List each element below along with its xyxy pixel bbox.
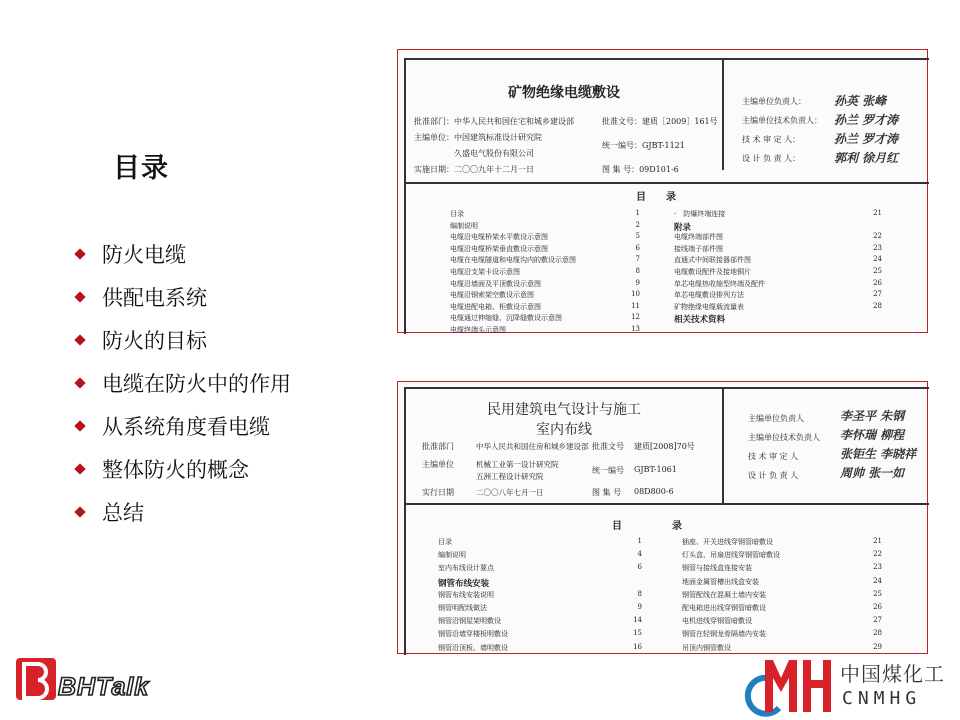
- doc2-role-label: 主编单位负责人: [748, 414, 804, 423]
- cnmhg-english-name: CNMHG: [842, 688, 922, 709]
- doc2-toc-title: 钢管布线安装: [438, 578, 490, 589]
- doc1-toc-page: 24: [873, 255, 882, 264]
- doc1-toc-page: 7: [635, 255, 640, 264]
- doc1-toc-row: [674, 313, 882, 325]
- doc2-toc-page: 9: [637, 603, 642, 611]
- doc1-toc-heading: 目 录: [636, 192, 676, 203]
- doc1-toc-row: [674, 267, 882, 277]
- doc1-toc-title: 电缆沿支架卡设示意图: [450, 268, 520, 276]
- doc2-meta-label: 主编单位: [422, 460, 454, 469]
- doc1-toc-page: 27: [873, 290, 882, 299]
- doc1-toc-page: 11: [631, 301, 640, 310]
- diamond-bullet-icon: [74, 248, 85, 259]
- toc-item[interactable]: [72, 404, 291, 447]
- doc1-toc-page: 13: [631, 325, 640, 333]
- doc1-toc-title: 附录: [674, 222, 692, 233]
- doc2-toc-title: 灯头盒、吊扇进线穿钢管暗敷设: [682, 551, 780, 560]
- doc2-meta-label: 实行日期: [422, 488, 454, 497]
- cnmhg-logo: [755, 656, 839, 716]
- doc2-meta-right-label: 统一编号: [592, 466, 624, 475]
- doc2-meta-right-label: 图 集 号: [592, 488, 622, 497]
- doc1-toc-row: [450, 232, 640, 242]
- doc2-meta-right-value: 建质[2008]70号: [634, 442, 695, 451]
- doc2-toc-row: [682, 643, 882, 653]
- doc2-toc-page: 14: [633, 616, 642, 625]
- doc2-toc-row: [682, 629, 882, 639]
- doc1-toc-row: [450, 209, 640, 219]
- doc2-toc-page: 28: [873, 629, 882, 638]
- doc2-toc-page: 1: [637, 537, 642, 545]
- doc2-role-label: 技 术 审 定 人: [748, 452, 799, 461]
- doc2-toc-row: [438, 603, 642, 613]
- doc2-toc-page: 6: [637, 563, 642, 572]
- diamond-bullet-icon: [74, 291, 85, 302]
- doc2-meta-value: 机械工业第一设计研究院: [476, 460, 559, 469]
- doc2-toc-title: 目录: [438, 538, 452, 546]
- doc1-toc-row: [450, 221, 640, 231]
- doc1-toc-title: 电缆沿电缆桥架水平敷设示意图: [450, 233, 548, 242]
- doc2-toc-page: 24: [873, 576, 882, 585]
- doc1-toc-title: 单芯电缆敷设排列方法: [674, 291, 744, 300]
- doc1-toc-row: [674, 209, 882, 219]
- doc1-meta-left: 久盛电气股份有限公司: [414, 149, 534, 158]
- toc-item-label: 防火电缆: [102, 242, 186, 267]
- doc1-toc-page: 23: [873, 243, 882, 252]
- doc2-toc-page: 16: [633, 642, 642, 651]
- toc-list: [72, 232, 291, 533]
- toc-item[interactable]: [72, 318, 291, 361]
- doc1-meta-right: 图 集 号：09D101-6: [602, 165, 679, 174]
- doc2-responsibility-block: [722, 389, 929, 503]
- doc1-toc-page: 9: [635, 278, 640, 287]
- doc1-signature: 孙兰 罗才涛: [834, 113, 899, 127]
- doc2-meta-right-label: 批准文号: [592, 442, 624, 451]
- doc2-toc-title: 钢管沿钢屋架明敷设: [438, 617, 501, 626]
- doc2-signature: 周帅 张一如: [840, 466, 905, 480]
- doc2-toc-title: 钢管配线在混凝土墙内安装: [682, 590, 766, 599]
- doc1-role-label: 主编单位技术负责人：: [742, 116, 822, 125]
- doc1-toc-row: [450, 313, 640, 323]
- doc2-title-1: 民用建筑电气设计与施工: [487, 402, 641, 418]
- doc2-toc-page: 25: [873, 589, 882, 598]
- doc2-toc-row: [438, 629, 642, 639]
- doc2-meta-label: 批准部门: [422, 442, 454, 451]
- doc1-toc-row: [450, 279, 640, 289]
- toc-item[interactable]: [72, 447, 291, 490]
- doc2-toc-title: 钢管在轻钢龙骨隔墙内安装: [682, 630, 766, 639]
- doc1-toc-title: 电缆敷设配件及接地铜片: [674, 268, 751, 276]
- doc2-meta-value: 五洲工程设计研究院: [476, 472, 544, 481]
- diamond-bullet-icon: [74, 377, 85, 388]
- doc2-toc-row: [438, 537, 642, 547]
- doc2-toc-title: 吊顶内钢管敷设: [682, 643, 731, 652]
- doc1-toc-title: 电缆终端部件图: [674, 233, 723, 242]
- toc-item-label: 供配电系统: [102, 285, 207, 310]
- doc1-toc-row: [450, 325, 640, 335]
- doc2-toc-title: 编制说明: [438, 551, 466, 560]
- doc2-role-label: 主编单位技术负责人: [748, 433, 820, 442]
- toc-item-label: 从系统角度看电缆: [102, 414, 270, 439]
- bhtalk-logo-text: BHTalk: [58, 673, 150, 701]
- toc-item[interactable]: [72, 232, 291, 275]
- document-scan-indoor-wiring: [397, 381, 928, 654]
- doc2-toc-title: 插座、开关进线穿钢管暗敷设: [682, 538, 773, 546]
- toc-item-label: 防火的目标: [102, 328, 207, 353]
- document-scan-mineral-cable: [397, 49, 928, 333]
- doc1-signature: 孙英 张峰: [834, 94, 887, 108]
- doc1-toc-row: [450, 255, 640, 265]
- diamond-bullet-icon: [74, 420, 85, 431]
- doc1-role-label: 主编单位负责人：: [742, 97, 806, 106]
- doc1-toc-title: 电缆进配电箱、柜敷设示意图: [450, 302, 541, 311]
- doc1-toc-row: [674, 244, 882, 254]
- doc2-toc-title: 地面金属管槽出线盒安装: [682, 577, 759, 586]
- doc2-toc-title: 配电箱进出线穿钢管暗敷设: [682, 604, 766, 612]
- doc2-toc-row: [438, 550, 642, 560]
- doc2-toc-title: 室内布线设计要点: [438, 564, 494, 573]
- doc1-role-label: 技 术 审 定 人：: [742, 135, 801, 144]
- doc2-signature: 李怀瑞 柳程: [840, 428, 905, 442]
- toc-item[interactable]: [72, 361, 291, 404]
- doc1-toc-row: [450, 302, 640, 312]
- doc1-role-label: 设 计 负 责 人：: [742, 154, 801, 163]
- doc1-toc-title: 单芯电缆热收缩型终端及配件: [674, 279, 765, 288]
- doc2-toc-heading: 目 录: [612, 521, 682, 532]
- toc-item[interactable]: [72, 275, 291, 318]
- doc1-toc-page: 10: [631, 290, 640, 299]
- toc-item[interactable]: [72, 490, 291, 533]
- doc1-title: 矿物绝缘电缆敷设: [508, 85, 620, 101]
- doc1-toc-page: 2: [635, 220, 640, 229]
- diamond-bullet-icon: [74, 463, 85, 474]
- doc2-toc-title: 钢管布线安装说明: [438, 590, 494, 599]
- doc1-toc-page: 12: [631, 313, 640, 322]
- doc2-toc-row: [682, 537, 882, 547]
- doc2-title-2: 室内布线: [536, 422, 592, 438]
- doc2-toc-page: 4: [637, 550, 642, 559]
- doc2-toc-row: [438, 616, 642, 626]
- doc2-toc-row: [438, 577, 642, 589]
- doc2-toc-title: 钢管沿顶板、墙明敷设: [438, 643, 508, 652]
- doc1-toc-row: [450, 244, 640, 254]
- doc1-toc-page: 28: [873, 301, 882, 310]
- doc1-toc-title: · 防爆终端连接: [674, 210, 726, 218]
- doc1-toc-title: 电缆终端头示意图: [450, 326, 506, 334]
- doc2-meta-right-value: 08D800-6: [634, 487, 674, 496]
- doc2-toc-title: 钢管明配线做法: [438, 604, 487, 612]
- doc1-signature: 郭利 徐月红: [834, 151, 899, 165]
- doc1-toc-page: 22: [873, 232, 882, 241]
- doc1-toc-row: [674, 255, 882, 265]
- doc2-meta-value: 二〇〇八年七月一日: [476, 488, 544, 497]
- doc2-signature: 张钜生 李晓祥: [840, 447, 917, 461]
- doc1-meta-left: 实施日期：二〇〇九年十二月一日: [414, 165, 534, 174]
- doc1-toc-page: 5: [635, 232, 640, 241]
- doc2-toc-page: 15: [633, 629, 642, 638]
- doc2-toc-page: 27: [873, 616, 882, 625]
- doc1-toc-page: 6: [635, 243, 640, 252]
- diamond-bullet-icon: [74, 506, 85, 517]
- doc1-toc-page: 25: [873, 267, 882, 275]
- doc1-toc-row: [450, 290, 640, 300]
- doc2-toc-title: 钢管沿墙穿楼板明敷设: [438, 630, 508, 639]
- doc1-toc-title: 电缆通过伸缩缝、沉降缝敷设示意图: [450, 314, 562, 323]
- cnmhg-chinese-name: 中国煤化工: [840, 662, 945, 686]
- doc1-meta-left: 主编单位：中国建筑标准设计研究院: [414, 133, 542, 142]
- doc1-meta-left: 批准部门：中华人民共和国住宅和城乡建设部: [414, 117, 574, 126]
- doc1-toc-row: [674, 279, 882, 289]
- doc2-toc-title: 电机进线穿钢管暗敷设: [682, 617, 752, 626]
- doc2-toc-row: [682, 563, 882, 573]
- doc2-role-label: 设 计 负 责 人: [748, 471, 799, 480]
- doc1-responsibility-block: [722, 60, 929, 170]
- doc1-meta-right: 批准文号：建质［2009］161号: [602, 117, 718, 126]
- doc2-toc-page: 26: [873, 603, 882, 611]
- doc2-toc-row: [682, 616, 882, 626]
- doc2-meta-value: 中华人民共和国住房和城乡建设部: [476, 442, 589, 451]
- doc1-toc-row: [674, 290, 882, 300]
- doc2-meta-right-value: GJBT-1061: [634, 465, 677, 474]
- toc-item-label: 总结: [102, 500, 144, 525]
- doc1-meta-right: 统一编号：GJBT-1121: [602, 141, 685, 150]
- doc2-toc-row: [438, 643, 642, 653]
- diamond-bullet-icon: [74, 334, 85, 345]
- doc2-toc-row: [682, 550, 882, 560]
- doc2-toc-row: [682, 590, 882, 600]
- doc1-toc-title: 直通式中间联接器部件图: [674, 256, 751, 265]
- doc2-toc-row: [438, 563, 642, 573]
- doc2-toc-page: 22: [873, 550, 882, 559]
- doc1-toc-title: 电缆沿电缆桥架垂直敷设示意图: [450, 244, 548, 253]
- doc1-toc-row: [674, 232, 882, 242]
- doc1-toc-row: [674, 302, 882, 312]
- doc2-toc-page: 29: [873, 642, 882, 651]
- doc1-toc-title: 相关技术资料: [674, 315, 726, 326]
- doc2-toc-row: [682, 603, 882, 613]
- doc1-toc-page: 26: [873, 278, 882, 287]
- doc1-toc-title: 矿物绝缘电缆载流量表: [674, 302, 744, 311]
- doc1-toc-page: 8: [635, 267, 640, 275]
- toc-item-label: 整体防火的概念: [102, 457, 249, 482]
- doc2-toc-row: [438, 590, 642, 600]
- doc1-toc-row: [450, 267, 640, 277]
- doc1-toc-page: 21: [873, 209, 882, 217]
- page-title: 目录: [113, 153, 169, 184]
- doc2-toc-page: 21: [873, 537, 882, 545]
- doc1-toc-row: [674, 221, 882, 233]
- doc1-toc-title: 目录: [450, 210, 464, 218]
- bhtalk-logo: [14, 655, 150, 703]
- doc2-toc-row: [682, 577, 882, 587]
- doc2-toc-title: 钢管与接线盒连接安装: [682, 564, 752, 573]
- doc2-toc-page: 23: [873, 563, 882, 572]
- doc1-signature: 孙兰 罗才涛: [834, 132, 899, 146]
- doc2-signature: 李圣平 朱钢: [840, 409, 905, 423]
- doc1-toc-title: 电缆沿墙面及平顶敷设示意图: [450, 279, 541, 288]
- doc2-toc-page: 8: [637, 589, 642, 598]
- doc1-toc-page: 1: [635, 209, 640, 217]
- toc-item-label: 电缆在防火中的作用: [102, 371, 291, 396]
- doc1-toc-title: 电缆在电缆隧道和电缆沟内的敷设示意图: [450, 256, 576, 265]
- doc1-toc-title: 接线端子部件图: [674, 244, 723, 253]
- doc1-toc-title: 电缆沿钢索架空敷设示意图: [450, 291, 534, 300]
- doc1-toc-title: 编制说明: [450, 221, 478, 230]
